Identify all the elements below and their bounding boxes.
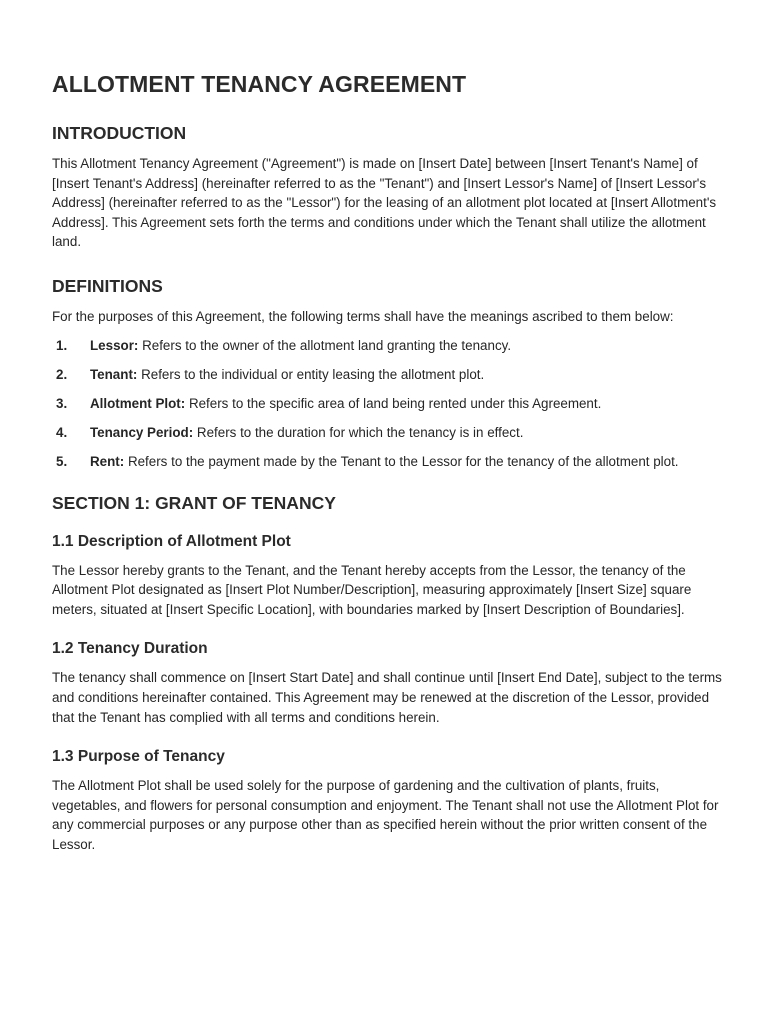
list-item-number: 5. — [56, 453, 68, 469]
list-item-text: Refers to the owner of the allotment land granting the tenancy. — [138, 337, 512, 353]
list-item-text: Refers to the specific area of land being rented under this Agreement. — [185, 395, 602, 411]
subsection-1-2-heading: 1.2 Tenancy Duration — [52, 640, 208, 658]
list-item-term: Tenancy Period: — [90, 424, 194, 440]
subsection-1-3-heading: 1.3 Purpose of Tenancy — [52, 748, 225, 766]
definitions-heading: DEFINITIONS — [52, 275, 163, 296]
list-item — [52, 365, 722, 385]
list-item — [52, 394, 722, 414]
list-item-text: Refers to the duration for which the tenancy is in effect. — [193, 424, 524, 440]
subsection-1-2-paragraph: The tenancy shall commence on [Insert Start Date] and shall continue until [Insert End Date], subject to the terms and conditions hereinafter contained. This Agreement may be renewed at the discretion of the Lessor, provided that the Tenant has complied with all terms and conditions herein. — [52, 670, 722, 725]
list-item — [52, 423, 722, 443]
introduction-paragraph: This Allotment Tenancy Agreement ("Agreement") is made on [Insert Date] between [Insert Tenant's Name] of [Insert Tenant's Address] (hereinafter referred to as the "Tenant") and [Insert Lessor's Name] of [Insert Lessor's Address] (hereinafter referred to as the "Lessor") for the leasing of an allotment plot located at [Insert Allotment's Address]. This Agreement sets forth the terms and conditions under which the Tenant shall utilize the allotment land. — [52, 156, 717, 250]
list-item-term: Rent: — [90, 453, 125, 469]
definitions-list — [52, 336, 722, 472]
list-item-number: 3. — [56, 395, 68, 411]
definitions-list-wrapper — [52, 336, 722, 472]
subsection-1-1-heading: 1.1 Description of Allotment Plot — [52, 532, 291, 550]
list-item-term: Allotment Plot: — [90, 395, 186, 411]
document-title: ALLOTMENT TENANCY AGREEMENT — [52, 71, 467, 97]
list-item-number: 2. — [56, 366, 68, 382]
section-1-heading: SECTION 1: GRANT OF TENANCY — [52, 492, 336, 513]
list-item-text: Refers to the individual or entity leasing the allotment plot. — [137, 366, 485, 382]
subsection-1-3-paragraph: The Allotment Plot shall be used solely for the purpose of gardening and the cultivation of plants, fruits, vegetables, and flowers for personal consumption and enjoyment. The Tenant shall not use the Allotment Plot for any commercial purposes or any purpose other than as specified herein without the prior written consent of the Lessor. — [52, 778, 719, 852]
list-item-number: 4. — [56, 424, 68, 440]
list-item-term: Tenant: — [90, 366, 138, 382]
subsection-1-1-paragraph: The Lessor hereby grants to the Tenant, and the Tenant hereby accepts from the Lessor, the tenancy of the Allotment Plot designated as [Insert Plot Number/Description], measuring approximately [Insert Size] square meters, situated at [Insert Specific Location], with boundaries marked by [Insert Description of Boundaries]. — [52, 562, 692, 617]
list-item-number: 1. — [56, 337, 68, 353]
document-page — [52, 68, 722, 854]
definitions-intro: For the purposes of this Agreement, the following terms shall have the meanings ascribed to them below: — [52, 308, 674, 324]
list-item — [52, 336, 722, 356]
introduction-heading: INTRODUCTION — [52, 123, 187, 143]
list-item-text: Refers to the payment made by the Tenant to the Lessor for the tenancy of the allotment plot. — [124, 453, 679, 469]
list-item-term: Lessor: — [90, 337, 139, 353]
list-item — [52, 452, 722, 472]
